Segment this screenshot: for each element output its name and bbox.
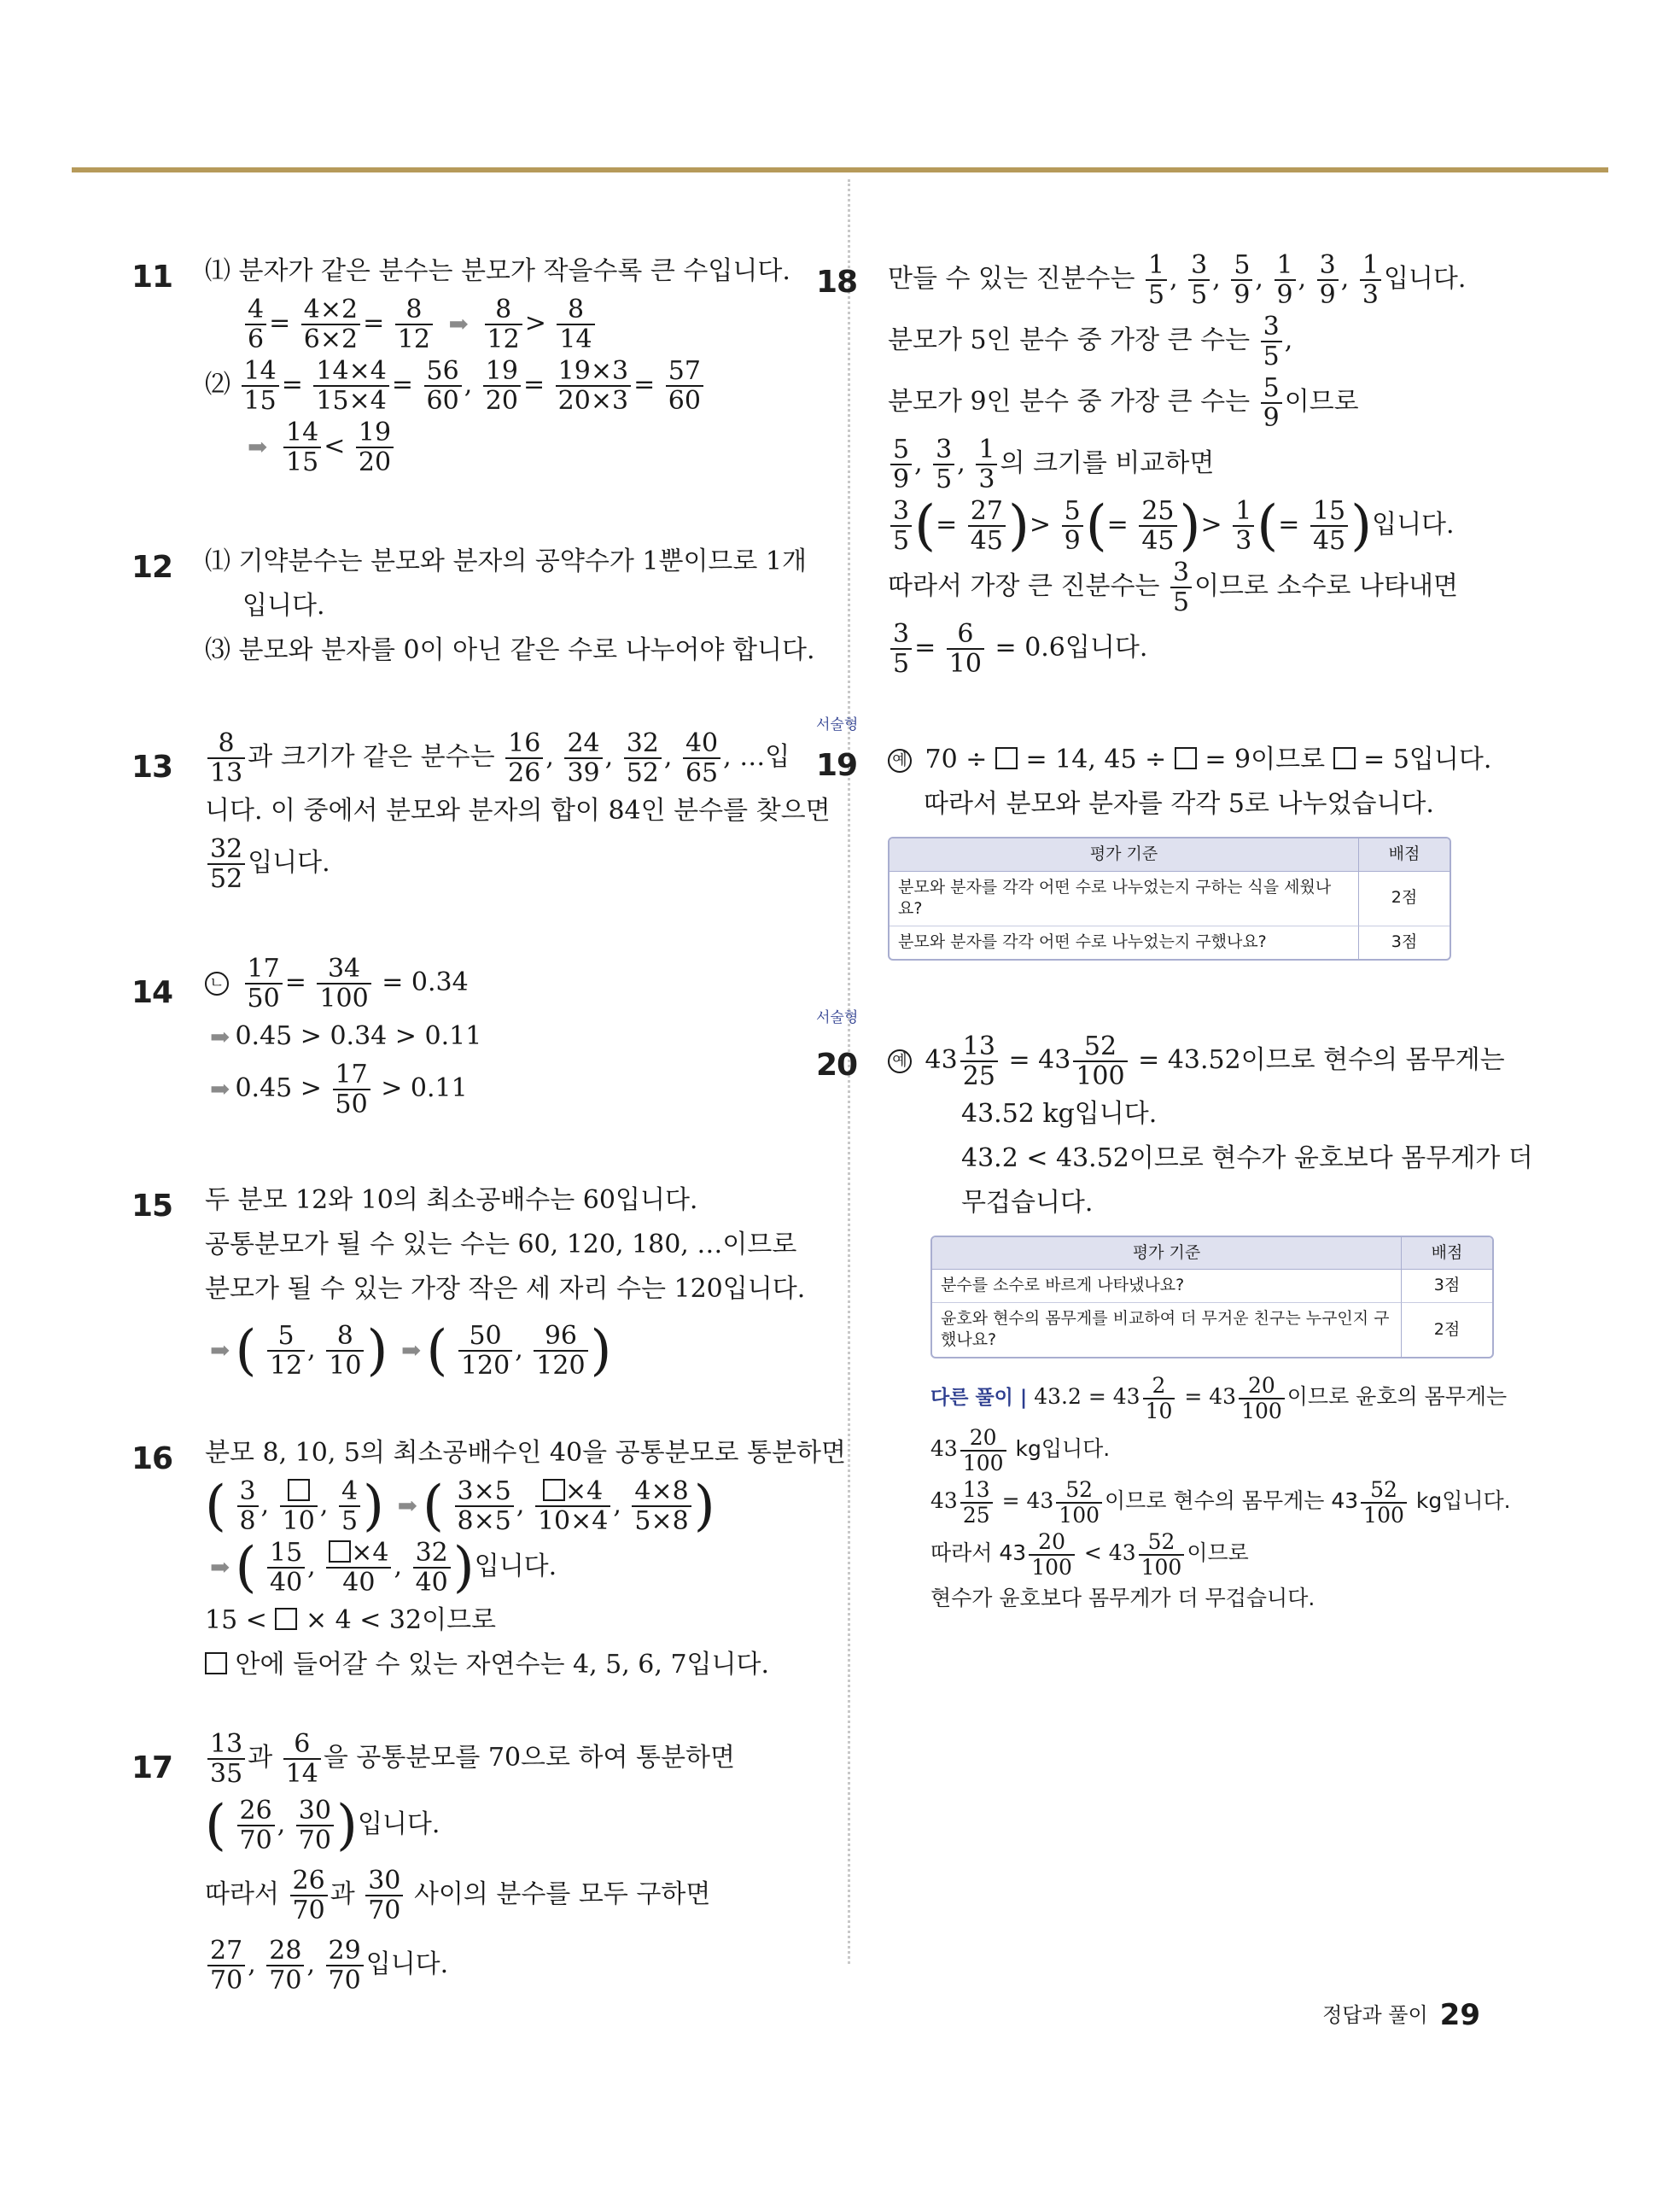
problem-number: 15 xyxy=(131,1189,173,1224)
problem-number: 12 xyxy=(131,550,173,585)
fraction: $\frac{1}{3}$ xyxy=(1233,497,1254,555)
fraction: $\frac{4}{5}$ xyxy=(339,1477,360,1535)
fraction: $\frac{52}{100}$ xyxy=(1073,1032,1127,1090)
problem-number: 18 xyxy=(816,265,858,300)
math-line: 43 $\frac{20}{100}$ kg입니다. xyxy=(930,1425,1111,1475)
text-line: 분모 8, 10, 5의 최소공배수인 40을 공통분모로 통분하면 xyxy=(205,1438,846,1468)
blank-box xyxy=(1175,747,1197,769)
fraction: $\frac{50}{120}$ xyxy=(458,1322,512,1380)
arrow-right-icon: ➡ xyxy=(210,1074,230,1103)
fraction: $\frac{4\times 2}{6\times 2}$ xyxy=(301,295,360,353)
arrow-right-icon: ➡ xyxy=(248,432,268,461)
fraction: $\frac{4}{6}$ xyxy=(245,295,266,353)
fraction: $\frac{3}{9}$ xyxy=(1317,251,1339,309)
fraction: 10 xyxy=(280,1477,318,1535)
rubric-table xyxy=(930,1236,1494,1359)
fraction: $\frac{3}{5}$ xyxy=(1170,558,1192,616)
math-line: $\frac{3}{5}$ = $\frac{6}{10}$ = 0.6입니다. xyxy=(888,620,1502,678)
text-line: ⑶ 분모와 분자를 0이 아닌 같은 수로 나누어야 합니다. xyxy=(205,635,815,665)
alt-label: 다른 풀이 | xyxy=(930,1387,1028,1410)
fraction: $\frac{17}{50}$ xyxy=(245,955,283,1013)
fraction: $\frac{13}{35}$ xyxy=(207,1730,245,1788)
math-line: ➡ 0.45 > 0.34 > 0.11 xyxy=(210,1021,482,1051)
fraction: $\frac{30}{70}$ xyxy=(296,1797,334,1855)
fraction: $\frac{26}{70}$ xyxy=(290,1867,328,1925)
math-line: ➡( $\frac{5}{12}$ , $\frac{8}{10}$ ) ➡( $\frac{50}{120}$ , $\frac{96}{120}$ ) xyxy=(210,1319,612,1382)
example-mark: 예 xyxy=(888,1049,912,1073)
problem-number: 11 xyxy=(131,260,173,295)
math-line: 따라서 $\frac{26}{70}$ 과 $\frac{30}{70}$ 사이의 분수를 모두 구하면 xyxy=(205,1866,711,1925)
text-line: 입니다. xyxy=(242,591,325,621)
blank-box xyxy=(543,1479,565,1501)
fraction: $\frac{5}{9}$ xyxy=(1261,374,1282,432)
fraction: $\frac{56}{60}$ xyxy=(424,357,462,415)
fraction: $\frac{32}{40}$ xyxy=(413,1539,451,1597)
fraction: $\frac{1}{3}$ xyxy=(1360,251,1381,309)
problem-17 xyxy=(131,1729,794,1995)
math-line: ㄴ $\frac{17}{50}$ = $\frac{34}{100}$ = 0.34 xyxy=(205,955,794,1013)
arrow-right-icon: ➡ xyxy=(210,1335,230,1364)
problem-20 xyxy=(816,1008,1533,1615)
problem-16 xyxy=(131,1433,846,1686)
math-line: 예 70 ÷ = 14, 45 ÷ = 9이므로 = 5입니다. xyxy=(888,739,1502,780)
text-line: 따라서 분모와 분자를 각각 5로 나누었습니다. xyxy=(924,789,1434,819)
problem-12 xyxy=(131,541,815,671)
math-line: 43 $\frac{13}{25}$ = 43 $\frac{52}{100}$ 이므로 현수의 몸무게는 43 $\frac{52}{100}$ kg입니다. xyxy=(930,1477,1511,1528)
fraction: $\frac{19\times 3}{20\times 3}$ xyxy=(556,357,631,415)
problem-14 xyxy=(131,954,794,1119)
text-line: 분모가 될 수 있는 가장 작은 세 자리 수는 120입니다. xyxy=(205,1274,806,1304)
essay-tag: 서술형 xyxy=(816,1008,859,1026)
essay-tag: 서술형 xyxy=(816,716,859,733)
fraction: $\frac{34}{100}$ xyxy=(317,955,370,1013)
fraction: $\frac{8}{12}$ xyxy=(395,295,433,353)
fraction: $\frac{26}{70}$ xyxy=(237,1797,275,1855)
text-line: 무겁습니다. xyxy=(961,1187,1094,1218)
fraction: $\frac{3}{5}$ xyxy=(1188,251,1210,309)
fraction: $\frac{5}{9}$ xyxy=(1231,251,1252,309)
math-line: 분모가 5인 분수 중 가장 큰 수는 $\frac{3}{5}$ , xyxy=(888,312,1293,371)
math-line: ➡ $\frac{14}{15}$ < $\frac{19}{20}$ xyxy=(205,418,794,476)
fraction: $\frac{13}{25}$ xyxy=(960,1032,998,1090)
blank-box xyxy=(205,1652,227,1674)
right-column xyxy=(816,248,1533,1619)
fraction: $\frac{29}{70}$ xyxy=(326,1937,364,1995)
fraction: $\frac{6}{10}$ xyxy=(947,620,984,678)
page-footer xyxy=(1322,1998,1480,2032)
arrow-right-icon: ➡ xyxy=(400,1335,422,1364)
problem-15 xyxy=(131,1180,806,1382)
math-line: ( $\frac{26}{70}$ , $\frac{30}{70}$ )입니다. xyxy=(205,1794,440,1857)
fraction: $\frac{28}{70}$ xyxy=(266,1937,304,1995)
text-line: ⑴ 분자가 같은 분수는 분모가 작을수록 큰 수입니다. xyxy=(205,256,790,286)
fraction: $\frac{15}{40}$ xyxy=(267,1539,305,1597)
arrow-right-icon: ➡ xyxy=(210,1022,230,1051)
arrow-right-icon: ➡ xyxy=(448,309,469,338)
fraction: $\frac{14\times 4}{15\times 4}$ xyxy=(313,357,388,415)
example-mark: 예 xyxy=(888,749,912,773)
fraction: $\frac{20}{100}$ xyxy=(1239,1374,1285,1423)
math-line: $\frac{32}{52}$ 입니다. xyxy=(205,835,794,893)
arrow-right-icon: ➡ xyxy=(210,1552,230,1581)
fraction: $\frac{3}{8}$ xyxy=(237,1477,259,1535)
fraction: $\frac{19}{20}$ xyxy=(356,418,394,476)
math-line: $\frac{13}{35}$ 과 $\frac{6}{14}$ 을 공통분모를 70으로 하여 통분하면 xyxy=(205,1730,794,1788)
fraction: $\frac{27}{45}$ xyxy=(968,497,1006,555)
fraction: $\frac{3}{5}$ xyxy=(1261,313,1282,371)
fraction: $\frac{19}{20}$ xyxy=(483,357,521,415)
fraction: $\frac{2}{10}$ xyxy=(1143,1374,1175,1423)
alternative-solution xyxy=(930,1373,1511,1615)
fraction: $\frac{8}{13}$ xyxy=(207,729,245,787)
arrow-right-icon: ➡ xyxy=(397,1491,418,1520)
fraction: $\frac{32}{52}$ xyxy=(207,835,245,893)
problem-number: 14 xyxy=(131,975,173,1010)
problem-number: 16 xyxy=(131,1441,173,1476)
fraction: $\frac{40}{65}$ xyxy=(683,729,720,787)
blank-box xyxy=(329,1540,351,1563)
fraction: $\frac{52}{100}$ xyxy=(1056,1478,1102,1527)
fraction: $\frac{17}{50}$ xyxy=(333,1060,370,1119)
fraction: $\frac{30}{70}$ xyxy=(365,1867,403,1925)
math-line: $\frac{8}{13}$ 과 크기가 같은 분수는 $\frac{16}{26}$ , $\frac{24}{39}$ , $\frac{32}{52}$ , $\frac{40}{65}$ , …입 xyxy=(205,729,794,787)
circled-letter: ㄴ xyxy=(205,972,229,996)
math-line: 따라서 가장 큰 진분수는 $\frac{3}{5}$ 이므로 소수로 나타내면 xyxy=(888,558,1458,617)
fraction: $\frac{4\times 8}{5\times 8}$ xyxy=(632,1477,691,1535)
math-line: ➡ 0.45 > $\frac{17}{50}$ > 0.11 xyxy=(210,1060,468,1119)
problem-number: 19 xyxy=(816,748,858,783)
math-line: 15 < × 4 < 32이므로 xyxy=(205,1605,497,1635)
header-rule xyxy=(72,167,1608,172)
text-line: ⑴ 기약분수는 분모와 분자의 공약수가 1뿐이므로 1개 xyxy=(205,546,807,576)
fraction: $\frac{27}{70}$ xyxy=(207,1937,245,1995)
text-line: 두 분모 12와 10의 최소공배수는 60입니다. xyxy=(205,1185,698,1215)
fraction: $\frac{8}{12}$ xyxy=(485,295,522,353)
blank-box xyxy=(995,747,1018,769)
fraction: $\frac{5}{9}$ xyxy=(890,435,912,494)
math-line: $\frac{27}{70}$ , $\frac{28}{70}$ , $\frac{29}{70}$ 입니다. xyxy=(205,1937,794,1995)
fraction: $\frac{5}{12}$ xyxy=(267,1322,305,1380)
fraction: $\frac{\times 4}{40}$ xyxy=(326,1539,391,1597)
math-line: 안에 들어갈 수 있는 자연수는 4, 5, 6, 7입니다. xyxy=(205,1645,794,1686)
fraction: $\frac{\times 4}{10\times 4}$ xyxy=(535,1477,610,1535)
math-line: 예 43 $\frac{13}{25}$ = 43 $\frac{52}{100}$ = 43.52이므로 현수의 몸무게는 xyxy=(888,1032,1502,1090)
problem-19 xyxy=(816,716,1502,961)
text-line: 니다. 이 중에서 분모와 분자의 합이 84인 분수를 찾으면 xyxy=(205,796,831,826)
text-line: 공통분모가 될 수 있는 수는 60, 120, 180, …이므로 xyxy=(205,1230,797,1259)
rubric-row: 윤호와 현수의 몸무게를 비교하여 더 무거운 친구는 누구인지 구했나요? 2점 xyxy=(932,1303,1492,1357)
fraction: $\frac{16}{26}$ xyxy=(505,729,543,787)
fraction: $\frac{57}{60}$ xyxy=(666,357,703,415)
fraction: $\frac{20}{100}$ xyxy=(960,1426,1006,1475)
fraction: $\frac{52}{100}$ xyxy=(1139,1530,1185,1579)
math-line: $\frac{3}{5}$ (= $\frac{27}{45}$ )> $\frac{5}{9}$ (= $\frac{25}{45}$ )> $\frac{1}{3}$ (= $\frac{15}{45}$ )입니다. xyxy=(888,497,1502,555)
text-line: 43.2 < 43.52이므로 현수가 윤호보다 몸무게가 더 xyxy=(961,1142,1533,1173)
problem-11 xyxy=(131,251,794,477)
fraction: $\frac{15}{45}$ xyxy=(1310,497,1348,555)
fraction: $\frac{20}{100}$ xyxy=(1029,1530,1075,1579)
math-line: ➡( $\frac{15}{40}$ , $\frac{\times 4}{40}$ , $\frac{32}{40}$ )입니다. xyxy=(210,1536,557,1599)
fraction: $\frac{52}{100}$ xyxy=(1361,1478,1407,1527)
blank-box xyxy=(288,1479,310,1501)
problem-13 xyxy=(131,728,831,894)
problem-number: 17 xyxy=(131,1750,173,1785)
fraction: $\frac{25}{45}$ xyxy=(1139,497,1176,555)
fraction: $\frac{1}{3}$ xyxy=(976,435,997,494)
text-line: 현수가 윤호보다 몸무게가 더 무겁습니다. xyxy=(930,1586,1315,1611)
problem-number: 20 xyxy=(816,1047,858,1083)
footer-label: 정답과 풀이 xyxy=(1322,2003,1428,2027)
problem-18 xyxy=(816,250,1502,679)
rubric-header: 평가 기준 배점 xyxy=(890,838,1450,872)
text-line: 43.52 kg입니다. xyxy=(961,1098,1158,1129)
math-line: 분모가 9인 분수 중 가장 큰 수는 $\frac{5}{9}$ 이므로 xyxy=(888,373,1359,433)
rubric-row: 분수를 소수로 바르게 나타냈나요? 3점 xyxy=(932,1270,1492,1303)
fraction: $\frac{5}{9}$ xyxy=(1062,497,1083,555)
fraction: $\frac{8}{14}$ xyxy=(557,295,594,353)
fraction: $\frac{24}{39}$ xyxy=(564,729,602,787)
rubric-row: 분모와 분자를 각각 어떤 수로 나누었는지 구하는 식을 세웠나요? 2점 xyxy=(890,872,1450,926)
problem-number: 13 xyxy=(131,750,173,785)
blank-box xyxy=(1333,747,1356,769)
math-line: $\frac{4}{6}$ = $\frac{4\times 2}{6\times 2}$ = $\frac{8}{12}$ ➡ $\frac{8}{12}$ > $\frac{8}{14}$ xyxy=(205,295,794,353)
fraction: $\frac{14}{15}$ xyxy=(283,418,321,476)
fraction: $\frac{1}{5}$ xyxy=(1146,251,1167,309)
fraction: $\frac{3}{5}$ xyxy=(933,435,954,494)
fraction: $\frac{14}{15}$ xyxy=(242,357,279,415)
fraction: $\frac{3}{5}$ xyxy=(890,620,912,678)
fraction: $\frac{8}{10}$ xyxy=(326,1322,364,1380)
fraction: $\frac{13}{25}$ xyxy=(960,1478,993,1527)
blank-box xyxy=(275,1608,297,1630)
rubric-row: 분모와 분자를 각각 어떤 수로 나누었는지 구했나요? 3점 xyxy=(890,926,1450,959)
rubric-header: 평가 기준 배점 xyxy=(932,1237,1492,1271)
fraction: $\frac{3}{5}$ xyxy=(890,497,912,555)
fraction: $\frac{32}{52}$ xyxy=(624,729,662,787)
math-line: ( $\frac{3}{8}$ , 10 , $\frac{4}{5}$ ) ➡( $\frac{3\times 5}{8\times 5}$ , $\frac{\times 4}{10\times 4}$ , $\frac{4\times 8}{5\times 8}$ ) xyxy=(205,1475,715,1538)
math-line: 만들 수 있는 진분수는 $\frac{1}{5}$ , $\frac{3}{5}$ , $\frac{5}{9}$ , $\frac{1}{9}$ , $\frac{3}{9}$ , $\frac{1}{3}$ 입니다. xyxy=(888,250,1467,310)
fraction: $\frac{1}{9}$ xyxy=(1275,251,1296,309)
fraction: $\frac{96}{120}$ xyxy=(534,1322,587,1380)
fraction: $\frac{6}{14}$ xyxy=(283,1730,321,1788)
rubric-table xyxy=(888,837,1451,961)
math-line: 따라서 43 $\frac{20}{100}$ < 43 $\frac{52}{100}$ 이므로 xyxy=(930,1529,1249,1580)
math-line: ⑵ $\frac{14}{15}$ = $\frac{14\times 4}{15\times 4}$ = $\frac{56}{60}$ , $\frac{19}{20}$ = $\frac{19\times 3}{20\times 3}$ = $\frac{57}{60}$ xyxy=(205,357,794,415)
math-line: $\frac{5}{9}$ , $\frac{3}{5}$ , $\frac{1}{3}$ 의 크기를 비교하면 xyxy=(888,435,1502,494)
page-number: 29 xyxy=(1439,1998,1480,2032)
math-line: 다른 풀이 | 43.2 = 43 $\frac{2}{10}$ = 43 $\frac{20}{100}$ 이므로 윤호의 몸무게는 xyxy=(930,1373,1508,1423)
fraction: $\frac{3\times 5}{8\times 5}$ xyxy=(455,1477,514,1535)
